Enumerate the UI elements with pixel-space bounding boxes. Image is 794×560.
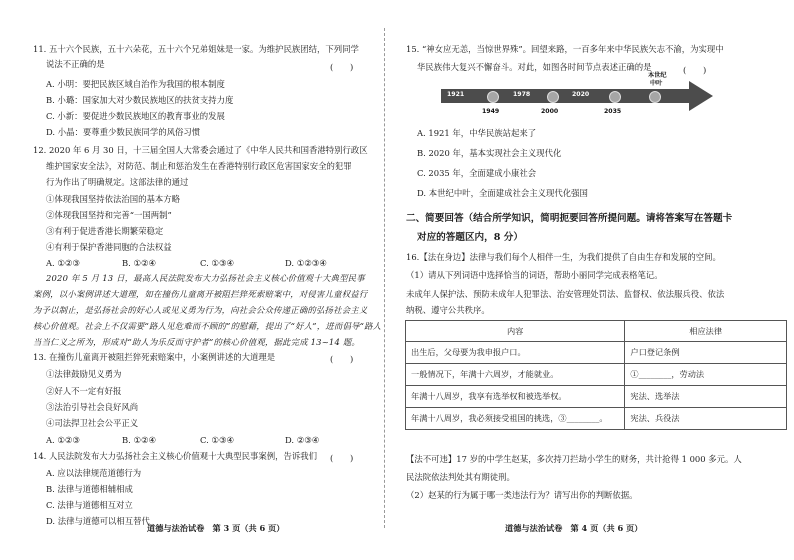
q11-option-c: C. 小新：要促进少数民族地区的教育事业的发展 (46, 111, 225, 121)
timeline-label-2020: 2020 (572, 91, 590, 98)
q16-sub-question-1: （1）请从下列词语中选择恰当的词语，帮助小丽同学完成表格笔记。 (406, 270, 663, 280)
passage-line-2: 案例，以小案例讲述大道理，如在撞伤儿童离开被阻拦猝死索赔案中，对侵害儿童权益行 (33, 289, 368, 299)
q13-answer-paren: ( ) (330, 354, 354, 364)
law-notes-table (405, 320, 787, 430)
section-2-heading-line-2: 对应的答题区内，8 分） (417, 232, 523, 243)
q15-answer-paren: ( ) (683, 65, 707, 75)
q12-choice-d: D. ①②③④ (285, 258, 327, 268)
table-row (406, 364, 787, 386)
left-page-footer: 道德与法治试卷 第 3 页（共 6 页） (147, 523, 285, 533)
timeline-label-1949: 1949 (482, 108, 500, 115)
q13-statement-3: ③法治引导社会良好风尚 (46, 402, 139, 412)
q13-stem: 13. 在撞伤儿童离开被阻拦猝死索赔案中，小案例讲述的大道理是 (33, 352, 276, 362)
q12-stem-line-3: 行为作出了明确规定。这部法律的通过 (46, 177, 189, 187)
timeline-dot-2000 (547, 91, 559, 103)
q11-answer-paren: ( ) (330, 62, 354, 72)
q15-option-c: C. 2035 年，全面建成小康社会 (417, 168, 537, 178)
table-cell-law-blank-1: ①________，劳动法 (625, 364, 787, 386)
q15-stem-line-1: 15. “神女应无恙，当惊世界殊”。回望来路，一百多年来中华民族矢志不渝，为实现中 (406, 44, 724, 54)
passage-line-3: 为予以制止，是弘扬社会的好心人或见义勇为行为，向社会公众传递正确的弘扬社会主义 (33, 305, 368, 315)
q12-choice-a: A. ①②③ (46, 258, 80, 268)
q13-choice-b: B. ①②④ (122, 435, 157, 445)
timeline-arrowhead (689, 81, 713, 111)
q15-option-d: D. 本世纪中叶，全面建成社会主义现代化强国 (417, 188, 588, 198)
q15-option-a: A. 1921 年，中华民族站起来了 (417, 128, 537, 138)
table-row (406, 386, 787, 408)
q14-option-b: B. 法律与道德相辅相成 (46, 484, 133, 494)
passage-line-5: 当当仁义之所为，形成对“助人为乐反而守护者”的核心价值观，据此完成 13~14 题。 (33, 337, 360, 347)
table-row (406, 342, 787, 364)
table-cell-content-blank-3: 年满十八周岁，我必须接受祖国的挑选，③________。 (406, 408, 625, 430)
passage-line-1: 2020 年 5 月 13 日，最高人民法院发布大力弘扬社会主义核心价值观十大典型民事 (46, 273, 365, 283)
table-cell-content: 年满十八周岁，我享有选举权和被选举权。 (406, 386, 625, 408)
table-cell-law: 户口登记条例 (625, 342, 787, 364)
q14-option-a: A. 应以法律规范道德行为 (46, 468, 142, 478)
q16-stem: 16.【法在身边】法律与我们每个人相伴一生，为我们提供了自由生存和发展的空间。 (406, 252, 721, 262)
q13-choice-d: D. ②③④ (285, 435, 320, 445)
q12-choice-b: B. ①②④ (122, 258, 157, 268)
q12-choice-c: C. ①③④ (200, 258, 234, 268)
timeline-dot-2035 (609, 91, 621, 103)
timeline-label-2000: 2000 (541, 108, 559, 115)
q12-statement-3: ③有利于促进香港长期繁荣稳定 (46, 226, 164, 236)
table-cell-content: 出生后，父母要为我申报户口。 (406, 342, 625, 364)
q11-option-d: D. 小晶：要尊重少数民族同学的风俗习惯 (46, 127, 201, 137)
left-page (0, 0, 380, 560)
timeline-graphic (441, 72, 713, 127)
section-2-heading-line-1: 二、简要回答（结合所学知识，简明扼要回答所提问题。请将答案写在答题卡 (406, 213, 733, 224)
q11-stem-line-1: 11. 五十六个民族，五十六朵花，五十六个兄弟姐妹是一家。为维护民族团结，下列同学 (33, 44, 359, 54)
q14-answer-paren: ( ) (330, 453, 354, 463)
q15-stem-line-2: 华民族伟大复兴不懈奋斗。对此，如图各时间节点表述正确的是 (417, 62, 652, 72)
table-header-law: 相应法律 (625, 321, 787, 342)
q13-choice-a: A. ①②③ (46, 435, 80, 445)
q14-option-c: C. 法律与道德相互对立 (46, 500, 133, 510)
table-header-row (406, 321, 787, 342)
q12-statement-2: ②体现我国坚持和完善“一国两制” (46, 210, 172, 220)
timeline-dot-mid-century (649, 91, 661, 103)
timeline-label-1921: 1921 (447, 91, 465, 98)
right-page (400, 0, 794, 560)
q12-stem-line-2: 维护国家安全法》，对防范、制止和惩治发生在香港特别行政区危害国家安全的犯罪 (46, 161, 352, 171)
q14-stem: 14. 人民法院发布大力弘扬社会主义核心价值观十大典型民事案例，告诉我们 (33, 451, 317, 461)
timeline-label-mid-century-1: 本世纪 (648, 72, 667, 79)
passage-line-4: 核心价值观。社会上不仅需要“路人见危难而不顾的”的慰藉，提出了“好人”，进而倡导“路人 (33, 321, 382, 331)
right-page-footer: 道德与法治试卷 第 4 页（共 6 页） (505, 523, 643, 533)
table-cell-content: 一般情况下，年满十六周岁，才能就业。 (406, 364, 625, 386)
timeline-dot-1949 (487, 91, 499, 103)
page-divider (384, 28, 385, 528)
q13-statement-1: ①法律鼓励见义勇为 (46, 369, 122, 379)
timeline-label-1978: 1978 (513, 91, 531, 98)
q13-choice-c: C. ①③④ (200, 435, 234, 445)
q12-stem-line-1: 12. 2020 年 6 月 30 日，十三届全国人大常委会通过了《中华人民共和国香港特别行政区 (33, 145, 368, 155)
q11-stem-line-2: 说法不正确的是 (46, 59, 105, 69)
table-cell-law: 宪法、选举法 (625, 386, 787, 408)
q11-option-b: B. 小璐：国家加大对少数民族地区的扶贫支持力度 (46, 95, 234, 105)
timeline-label-mid-century-2: 中叶 (650, 80, 663, 87)
table-row (406, 408, 787, 430)
q16-word-bank-line-2: 纳税、遵守公共秩序。 (406, 305, 490, 315)
timeline-label-2035: 2035 (604, 108, 622, 115)
q16-sub-question-2: （2）赵某的行为属于哪一类违法行为？请写出你的判断依据。 (406, 490, 638, 500)
q12-statement-4: ④有利于保护香港同胞的合法权益 (46, 242, 172, 252)
q13-statement-4: ④司法捍卫社会公平正义 (46, 418, 139, 428)
q13-statement-2: ②好人不一定有好报 (46, 386, 122, 396)
q16-case-line-1: 【法不可违】17 岁的中学生赵某，多次持刀拦劫小学生的财务，共计抢得 1 000 多元。人 (406, 454, 742, 464)
q11-option-a: A. 小明：要把民族区域自治作为我国的根本制度 (46, 79, 225, 89)
table-cell-law: 宪法、兵役法 (625, 408, 787, 430)
q12-statement-1: ①体现我国坚持依法治国的基本方略 (46, 194, 180, 204)
q14-option-d: D. 法律与道德可以相互替代 (46, 516, 150, 526)
table-header-content: 内容 (406, 321, 625, 342)
q16-case-line-2: 民法院依法判处其有期徒刑。 (406, 472, 515, 482)
q16-word-bank-line-1: 未成年人保护法、预防未成年人犯罪法、治安管理处罚法、监督权、依法服兵役、依法 (406, 289, 725, 299)
q15-option-b: B. 2020 年，基本实现社会主义现代化 (417, 148, 562, 158)
